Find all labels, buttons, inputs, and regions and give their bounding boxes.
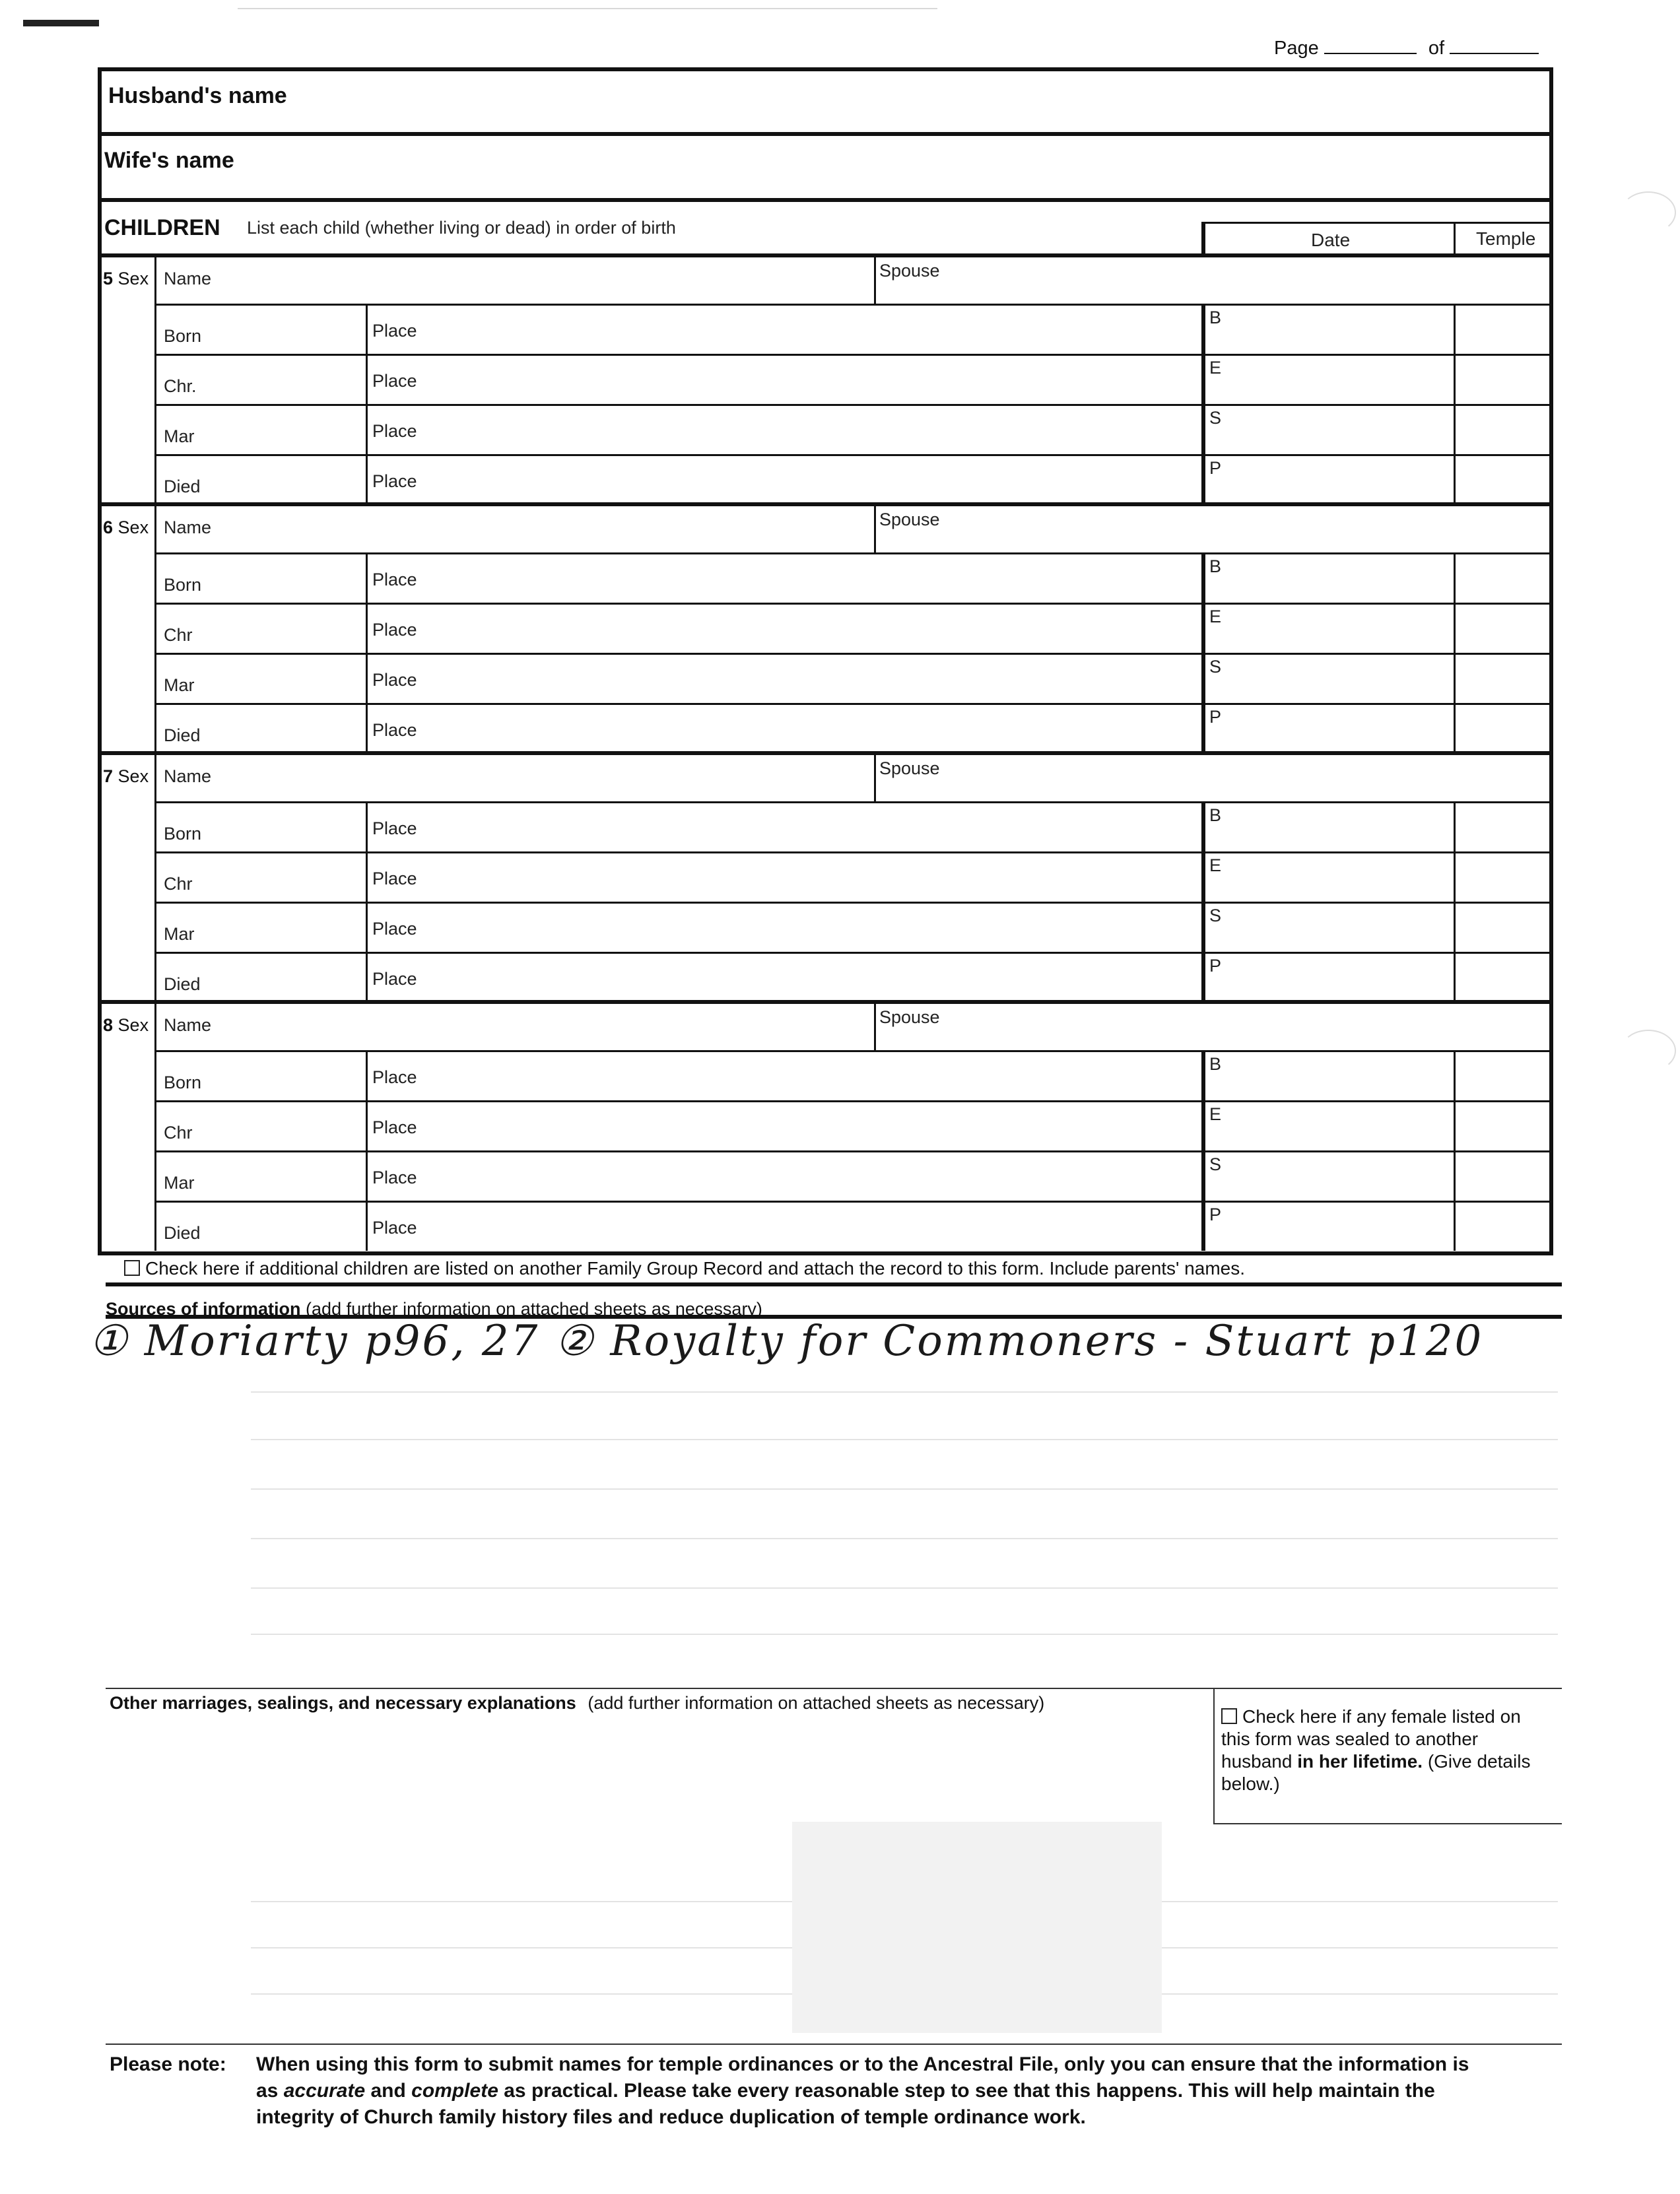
event-date-field[interactable] — [154, 1150, 366, 1201]
sources-title: Sources of information — [106, 1299, 301, 1319]
ordinance-temple-field[interactable] — [1454, 952, 1549, 1002]
event-place-field[interactable] — [366, 902, 1201, 952]
ordinance-temple-field[interactable] — [1454, 552, 1549, 603]
please-note-text-b: as practical. Please take every reasonable step to see that this happens. This will help maintain the integrity of Church family history files and reduce duplication of temple ordinance work. — [256, 2080, 1435, 2128]
child-sex-label: 8 Sex — [103, 1015, 149, 1035]
event-place-label: Place — [372, 1218, 417, 1238]
event-place-label: Place — [372, 620, 417, 640]
child-event-row — [102, 552, 1549, 603]
child-event-row — [102, 1150, 1549, 1201]
event-date-field[interactable] — [154, 1201, 366, 1251]
wife-name-label: Wife's name — [104, 148, 234, 173]
ordinance-temple-field[interactable] — [1454, 1100, 1549, 1150]
date-column-header: Date — [1311, 230, 1351, 250]
event-label: Born — [164, 1073, 202, 1092]
child-event-row — [102, 653, 1549, 703]
divider — [106, 1282, 1562, 1286]
ordinance-temple-field[interactable] — [1454, 1050, 1549, 1100]
divider — [106, 2044, 1562, 2045]
event-place-field[interactable] — [366, 952, 1201, 1002]
ordinance-temple-field[interactable] — [1454, 902, 1549, 952]
ordinance-label: S — [1209, 657, 1222, 677]
child-spouse-field[interactable] — [874, 504, 1549, 552]
event-label: Died — [164, 1223, 201, 1243]
children-title: CHILDREN — [104, 215, 220, 240]
bleed-through-line — [251, 1391, 1558, 1393]
child-sex-label: 7 Sex — [103, 766, 149, 786]
event-label: Born — [164, 824, 202, 844]
event-label: Chr. — [164, 376, 197, 396]
child-event-row — [102, 902, 1549, 952]
child-event-row — [102, 703, 1549, 753]
bleed-through-line — [251, 1488, 1558, 1490]
ordinance-temple-field[interactable] — [1454, 801, 1549, 851]
ordinance-label: B — [1209, 805, 1222, 825]
ordinance-label: S — [1209, 1154, 1222, 1174]
event-date-field[interactable] — [154, 703, 366, 753]
ordinance-temple-field[interactable] — [1454, 703, 1549, 753]
divider — [1454, 222, 1456, 255]
event-label: Died — [164, 477, 201, 496]
child-block — [102, 1002, 1549, 1251]
event-label: Chr — [164, 1123, 193, 1143]
family-group-form — [98, 67, 1553, 1255]
punch-hole-mark — [1621, 1030, 1676, 1072]
event-place-field[interactable] — [366, 404, 1201, 454]
event-place-label: Place — [372, 1067, 417, 1087]
child-spouse-field[interactable] — [874, 753, 1549, 801]
event-place-label: Place — [372, 869, 417, 888]
ordinance-date-field[interactable] — [1201, 703, 1454, 753]
sources-note: (add further information on attached sheets as necessary) — [306, 1299, 762, 1319]
child-event-row — [102, 851, 1549, 902]
event-date-field[interactable] — [154, 653, 366, 703]
child-event-row — [102, 454, 1549, 504]
event-place-label: Place — [372, 570, 417, 589]
ordinance-date-field[interactable] — [1201, 454, 1454, 504]
ordinance-date-field[interactable] — [1201, 1201, 1454, 1251]
female-check-details: (Give details below.) — [1221, 1751, 1531, 1794]
ordinance-date-field[interactable] — [1201, 851, 1454, 902]
female-sealed-check[interactable] — [1221, 1706, 1538, 1795]
ordinance-date-field[interactable] — [1201, 801, 1454, 851]
ordinance-label: B — [1209, 308, 1222, 327]
event-date-field[interactable] — [154, 454, 366, 504]
page-total-field[interactable] — [1450, 37, 1539, 54]
event-label: Mar — [164, 426, 195, 446]
other-marriages-note: (add further information on attached sheets as necessary) — [588, 1693, 1045, 1713]
child-event-row — [102, 952, 1549, 1002]
ordinance-date-field[interactable] — [1201, 653, 1454, 703]
page-counter — [1274, 37, 1539, 59]
event-date-field[interactable] — [154, 354, 366, 404]
ordinance-temple-field[interactable] — [1454, 1150, 1549, 1201]
female-check-emphasis: in her lifetime. — [1297, 1751, 1423, 1772]
please-note-accurate: accurate — [283, 2080, 366, 2102]
other-marriages-heading — [110, 1693, 1044, 1713]
divider — [1201, 222, 1549, 224]
child-block — [102, 255, 1549, 504]
handwritten-sources: ① Moriarty p96, 27 ② Royalty for Commoners - Stuart p120 — [89, 1317, 1484, 1366]
ordinance-temple-field[interactable] — [1454, 653, 1549, 703]
event-date-field[interactable] — [154, 404, 366, 454]
ordinance-temple-field[interactable] — [1454, 454, 1549, 504]
divider — [1201, 222, 1205, 255]
additional-children-check[interactable] — [124, 1258, 1245, 1279]
child-event-row — [102, 1100, 1549, 1150]
event-date-field[interactable] — [154, 603, 366, 653]
ordinance-date-field[interactable] — [1201, 902, 1454, 952]
ordinance-label: P — [1209, 956, 1222, 976]
ordinance-label: B — [1209, 556, 1222, 576]
bleed-through-line — [251, 1439, 1558, 1440]
child-name-label: Name — [164, 1015, 212, 1035]
event-label: Chr — [164, 625, 193, 645]
checkbox-icon[interactable] — [124, 1260, 140, 1276]
children-instruction: List each child (whether living or dead) in order of birth — [247, 218, 676, 238]
event-label: Mar — [164, 924, 195, 944]
child-name-field[interactable] — [154, 504, 874, 552]
child-spouse-field[interactable] — [874, 1002, 1549, 1050]
event-date-field[interactable] — [154, 801, 366, 851]
event-place-label: Place — [372, 670, 417, 690]
event-place-field[interactable] — [366, 304, 1201, 354]
event-place-label: Place — [372, 471, 417, 491]
event-date-field[interactable] — [154, 552, 366, 603]
event-place-label: Place — [372, 1117, 417, 1137]
event-date-field[interactable] — [154, 304, 366, 354]
event-place-label: Place — [372, 1168, 417, 1187]
child-spouse-label: Spouse — [879, 261, 940, 281]
scan-line — [238, 8, 937, 9]
event-place-label: Place — [372, 818, 417, 838]
event-date-field[interactable] — [154, 902, 366, 952]
scan-mark — [23, 20, 99, 26]
ordinance-label: E — [1209, 607, 1222, 626]
ordinance-label: P — [1209, 458, 1222, 478]
ordinance-date-field[interactable] — [1201, 304, 1454, 354]
ordinance-date-field[interactable] — [1201, 552, 1454, 603]
punch-hole-mark — [1621, 191, 1676, 234]
ordinance-date-field[interactable] — [1201, 404, 1454, 454]
child-event-row — [102, 404, 1549, 454]
child-spouse-label: Spouse — [879, 510, 940, 529]
ordinance-temple-field[interactable] — [1454, 603, 1549, 653]
temple-column-header: Temple — [1476, 228, 1536, 249]
ordinance-temple-field[interactable] — [1454, 851, 1549, 902]
event-date-field[interactable] — [154, 1100, 366, 1150]
child-sex-label: 5 Sex — [103, 269, 149, 288]
ordinance-date-field[interactable] — [1201, 1050, 1454, 1100]
child-spouse-label: Spouse — [879, 1007, 940, 1027]
ordinance-date-field[interactable] — [1201, 603, 1454, 653]
please-note-text-a: When using this form to submit names for temple ordinances or to the Ancestral File, only you can ensure that the information is as — [256, 2053, 1469, 2102]
wife-name-field[interactable] — [102, 136, 1549, 197]
page-label: Page — [1274, 38, 1319, 59]
event-place-field[interactable] — [366, 703, 1201, 753]
event-place-label: Place — [372, 969, 417, 989]
bleed-through-line — [251, 1634, 1558, 1635]
event-date-field[interactable] — [154, 952, 366, 1002]
ordinance-date-field[interactable] — [1201, 1150, 1454, 1201]
event-place-field[interactable] — [366, 1201, 1201, 1251]
event-label: Mar — [164, 1173, 195, 1193]
sources-field[interactable] — [106, 1320, 1562, 1677]
page-number-field[interactable] — [1324, 37, 1417, 54]
event-place-label: Place — [372, 421, 417, 441]
child-event-row — [102, 603, 1549, 653]
additional-children-text: Check here if additional children are listed on another Family Group Record and attach the record to this form. Include parents' names. — [145, 1258, 1245, 1279]
please-note-lead: Please note: — [110, 2053, 226, 2075]
female-check-text: Check here if any female listed on this form was sealed to another husband — [1221, 1706, 1521, 1772]
event-place-label: Place — [372, 321, 417, 341]
event-place-label: Place — [372, 371, 417, 391]
event-place-field[interactable] — [366, 1100, 1201, 1150]
other-marriages-title: Other marriages, sealings, and necessary explanations — [110, 1693, 576, 1713]
child-spouse-label: Spouse — [879, 758, 940, 778]
bleed-through-line — [251, 1587, 1558, 1589]
event-place-field[interactable] — [366, 552, 1201, 603]
event-place-label: Place — [372, 720, 417, 740]
other-marriages-field[interactable] — [106, 1723, 1208, 2040]
ordinance-label: E — [1209, 358, 1222, 378]
please-note-body — [256, 2051, 1484, 2131]
divider — [102, 198, 1549, 202]
event-label: Born — [164, 326, 202, 346]
child-block — [102, 753, 1549, 1002]
child-sex-label: 6 Sex — [103, 517, 149, 537]
event-place-field[interactable] — [366, 354, 1201, 404]
child-name-label: Name — [164, 766, 212, 786]
event-place-field[interactable] — [366, 454, 1201, 504]
child-spouse-field[interactable] — [874, 255, 1549, 304]
divider — [106, 1688, 1562, 1689]
ordinance-label: B — [1209, 1054, 1222, 1074]
event-label: Mar — [164, 675, 195, 695]
event-place-label: Place — [372, 919, 417, 939]
ordinance-label: P — [1209, 707, 1222, 727]
child-block — [102, 504, 1549, 753]
child-event-row — [102, 304, 1549, 354]
event-place-field[interactable] — [366, 1050, 1201, 1100]
ordinance-date-field[interactable] — [1201, 1100, 1454, 1150]
ordinance-label: P — [1209, 1205, 1222, 1224]
child-event-row — [102, 1050, 1549, 1100]
ordinance-temple-field[interactable] — [1454, 1201, 1549, 1251]
ordinance-label: E — [1209, 855, 1222, 875]
event-place-field[interactable] — [366, 801, 1201, 851]
please-note-and: and — [370, 2080, 406, 2102]
ordinance-label: E — [1209, 1104, 1222, 1124]
event-place-field[interactable] — [366, 851, 1201, 902]
ordinance-temple-field[interactable] — [1454, 404, 1549, 454]
child-name-label: Name — [164, 269, 212, 288]
divider — [1213, 1688, 1215, 1824]
event-date-field[interactable] — [154, 1050, 366, 1100]
divider — [1213, 1823, 1562, 1824]
page-of-label: of — [1428, 38, 1445, 59]
child-event-row — [102, 1201, 1549, 1251]
child-event-row — [102, 801, 1549, 851]
event-label: Born — [164, 575, 202, 595]
child-name-field[interactable] — [154, 255, 874, 304]
child-name-label: Name — [164, 517, 212, 537]
event-label: Chr — [164, 874, 193, 894]
child-event-row — [102, 354, 1549, 404]
bleed-through-line — [251, 1538, 1558, 1539]
please-note-complete: complete — [411, 2080, 498, 2102]
ordinance-temple-field[interactable] — [1454, 304, 1549, 354]
child-name-field[interactable] — [154, 1002, 874, 1050]
checkbox-icon[interactable] — [1221, 1708, 1237, 1724]
event-label: Died — [164, 974, 201, 994]
ordinance-date-field[interactable] — [1201, 952, 1454, 1002]
event-place-field[interactable] — [366, 603, 1201, 653]
child-name-field[interactable] — [154, 753, 874, 801]
husband-name-field[interactable] — [102, 71, 1549, 132]
ordinance-temple-field[interactable] — [1454, 354, 1549, 404]
event-place-field[interactable] — [366, 1150, 1201, 1201]
ordinance-label: S — [1209, 906, 1222, 925]
husband-name-label: Husband's name — [108, 83, 287, 108]
event-label: Died — [164, 725, 201, 745]
event-date-field[interactable] — [154, 851, 366, 902]
ordinance-date-field[interactable] — [1201, 354, 1454, 404]
ordinance-label: S — [1209, 408, 1222, 428]
event-place-field[interactable] — [366, 653, 1201, 703]
